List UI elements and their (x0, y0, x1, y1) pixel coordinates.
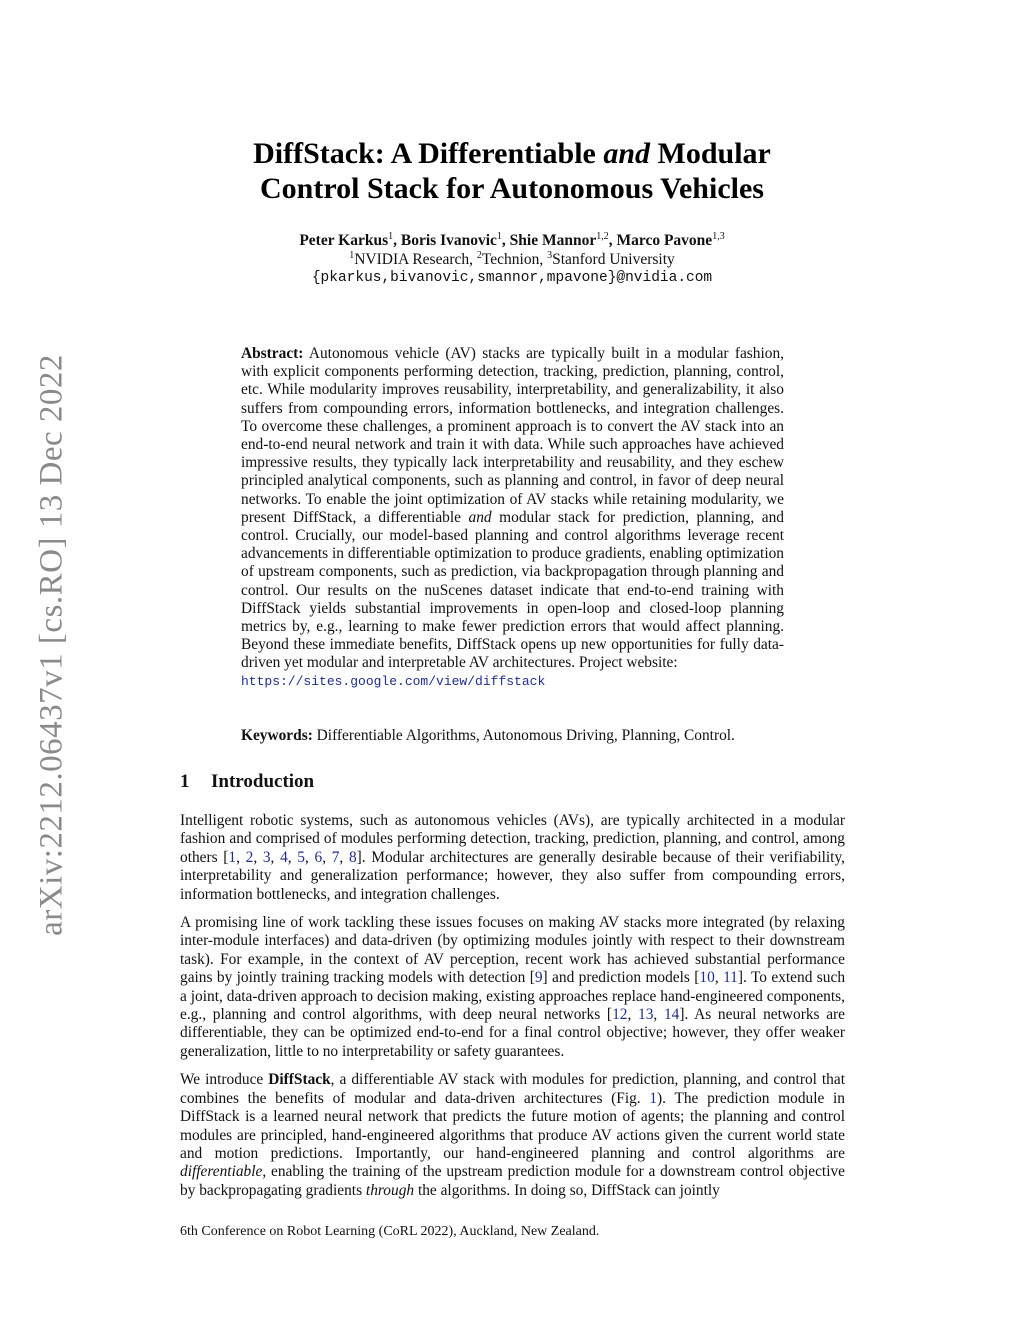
paragraph-text: the algorithms. In doing so, DiffStack can jointly (414, 1181, 720, 1199)
citation-link[interactable]: 3 (262, 848, 271, 866)
abstract (241, 345, 784, 691)
author-sep: , (393, 232, 401, 249)
paragraph-text: ]. To extend such a joint, data-driven approach to decision making, existing approaches replace hand-engineered components, e.g., planning and control algorithms, with deep neural networks [ (180, 969, 846, 1024)
author-sup: 1,3 (712, 231, 725, 242)
paragraph-text: We introduce (180, 1071, 269, 1089)
section-heading (180, 771, 314, 793)
paragraph-text: , enabling the training of the upstream prediction module for a downstream control objective by backpropagating gradients (180, 1163, 845, 1199)
citation-link[interactable]: 13 (638, 1006, 654, 1024)
author-name: Shie Mannor (509, 232, 597, 249)
citation-link[interactable]: 14 (663, 1006, 680, 1024)
author-name: Boris Ivanovic (400, 232, 497, 249)
title-line2: Control Stack for Autonomous Vehicles (260, 172, 764, 205)
paragraph-text: ]. As neural networks are differentiable, they can be optimized end-to-end for a final control objective; however, they offer weaker generalization, little to no interpretability or safety guarantees. (180, 1006, 845, 1060)
keywords-text: Differentiable Algorithms, Autonomous Driving, Planning, Control. (312, 727, 735, 744)
paragraph-text: ). The prediction module in DiffStack is a learned neural network that predicts the future motion of agents; the planning and control modules are principled, hand-engineered algorithms that produce AV actions given the current world state and motion predictions. Importantly, our hand-engineered planning and control algorithms are (180, 1089, 846, 1162)
emphasis-text: through (365, 1181, 415, 1199)
citation-link[interactable]: 6 (314, 848, 323, 866)
conference-footer: 6th Conference on Robot Learning (CoRL 2022), Auckland, New Zealand. (180, 1224, 600, 1239)
citation-link[interactable]: 2 (245, 848, 254, 866)
affiliation-sup: 1 (349, 250, 355, 261)
paper-title (200, 136, 824, 206)
diffstack-bold: DiffStack (268, 1071, 331, 1089)
author-names (200, 231, 824, 250)
paragraph-text: ] and prediction models [ (542, 969, 700, 987)
title-italic: and (603, 137, 651, 170)
paragraph-text: A promising line of work tackling these issues focuses on making AV stacks more integrated (by relaxing inter-module interfaces) and data-driven (by optimizing modules jointly with respect to their downstream task). For example, in the context of AV perception, recent work has achieved substantial performance gains by jointly training tracking models with detection [ (180, 914, 845, 987)
keywords (241, 727, 784, 745)
author-block (200, 231, 824, 288)
citation-link[interactable]: 11 (723, 969, 738, 987)
author-name: Peter Karkus (299, 232, 389, 249)
paragraph: Intelligent robotic systems, such as autonomous vehicles (AVs), are typically architected in a modular fashion and comprised of modules performing detection, tracking, prediction, planning, and control, among others [1, 2, 3, 4, 5, 6, 7, 8]. Modular architectures are generally desirable because of their verifiability, interpretability and generalization performance; however, they also suffer from compounding errors, information bottlenecks, and integration challenges. (180, 812, 845, 903)
author-sup: 1 (496, 231, 502, 242)
body-text (180, 812, 845, 1210)
affiliation-sup: 3 (547, 250, 553, 261)
paragraph-text: ]. Modular architectures are generally desirable because of their verifiability, interpretability and generalization performance; however, they also suffer from compounding errors, information bottlenecks, and integration challenges. (180, 848, 845, 903)
paragraph-text: Intelligent robotic systems, such as autonomous vehicles (AVs), are typically architected in a modular fashion and comprised of modules performing detection, tracking, prediction, planning, and control, among others [ (180, 812, 845, 866)
section-number: 1 (180, 771, 190, 792)
affiliation: NVIDIA Research, (354, 251, 477, 268)
section-title: Introduction (211, 771, 315, 792)
author-sup: 1 (388, 231, 394, 242)
citation-link[interactable]: 9 (534, 969, 543, 987)
project-website-link[interactable]: https://sites.google.com/view/diffstack (241, 673, 546, 689)
author-sep: , (501, 232, 510, 249)
emphasis-text: differentiable (180, 1163, 263, 1181)
citation-link[interactable]: 12 (612, 1006, 628, 1024)
affiliation: Technion, (481, 251, 548, 268)
title-line1-b: Modular (650, 137, 771, 170)
author-emails: {pkarkus,bivanovic,smannor,mpavone}@nvidia.com (311, 270, 713, 286)
paragraph (180, 1071, 845, 1200)
citation-link[interactable]: 8 (348, 848, 357, 866)
title-line1-a: DiffStack: A Differentiable (253, 137, 604, 170)
abstract-text: Autonomous vehicle (AV) stacks are typically built in a modular fashion, with explicit components performing detection, tracking, prediction, planning, control, etc. While modularity improves reusability, interpretability, and generalizability, it also suffers from compounding errors, information bottlenecks, and integration challenges. To overcome these challenges, a prominent approach is to convert the AV stack into an end-to-end neural network and train it with data. While such approaches have achieved impressive results, they typically lack interpretability and reusability, and they eschew principled analytical components, such as planning and control, in favor of deep neural networks. To enable the joint optimization of AV stacks while retaining modularity, we present DiffStack, a differentiable (241, 345, 784, 526)
citation-link[interactable]: 10 (699, 969, 715, 987)
abstract-label: Abstract: (241, 345, 304, 362)
citation-link[interactable]: 5 (297, 848, 305, 866)
affiliation: Stanford University (552, 251, 675, 268)
keywords-label: Keywords: (241, 727, 313, 744)
citation-link[interactable]: 1 (228, 848, 237, 866)
affiliations (200, 250, 824, 269)
author-name: Marco Pavone (616, 232, 713, 249)
citation-link[interactable]: 4 (280, 848, 288, 866)
paragraph: A promising line of work tackling these issues focuses on making AV stacks more integrated (by relaxing inter-module interfaces) and data-driven (by optimizing modules jointly with respect to their downstream task). For example, in the context of AV perception, recent work has achieved substantial performance gains by jointly training tracking models with detection [9] and prediction models [10, 11]. To extend such a joint, data-driven approach to decision making, existing approaches replace hand-engineered components, e.g., planning and control algorithms, with deep neural networks [12, 13, 14]. As neural networks are differentiable, they can be optimized end-to-end for a final control objective; however, they offer weaker generalization, little to no interpretability or safety guarantees. (180, 914, 846, 1060)
paragraph-text: , a differentiable AV stack with modules for prediction, planning, and control that combines the benefits of modular and data-driven architectures (Fig. (180, 1071, 845, 1107)
abstract-italic: and (468, 508, 492, 526)
author-sep: , (608, 232, 617, 249)
arxiv-stamp: arXiv:2212.06437v1 [cs.RO] 13 Dec 2022 (33, 354, 70, 936)
affiliation-sup: 2 (476, 250, 482, 261)
abstract-text: modular stack for prediction, planning, and control. Crucially, our model-based planning and control algorithms leverage recent advancements in differentiable optimization to produce gradients, enabling optimization of upstream components, such as prediction, via backpropagation through planning and control. Our results on the nuScenes dataset indicate that end-to-end training with DiffStack yields substantial improvements in open-loop and closed-loop planning metrics by, e.g., learning to make fewer prediction errors that would affect planning. Beyond these immediate benefits, DiffStack opens up new opportunities for fully data-driven yet modular and interpretable AV architectures. Project website: (241, 508, 784, 672)
citation-link[interactable]: 7 (331, 848, 340, 866)
figure-link[interactable]: 1 (649, 1089, 658, 1107)
author-sup: 1,2 (596, 231, 609, 242)
